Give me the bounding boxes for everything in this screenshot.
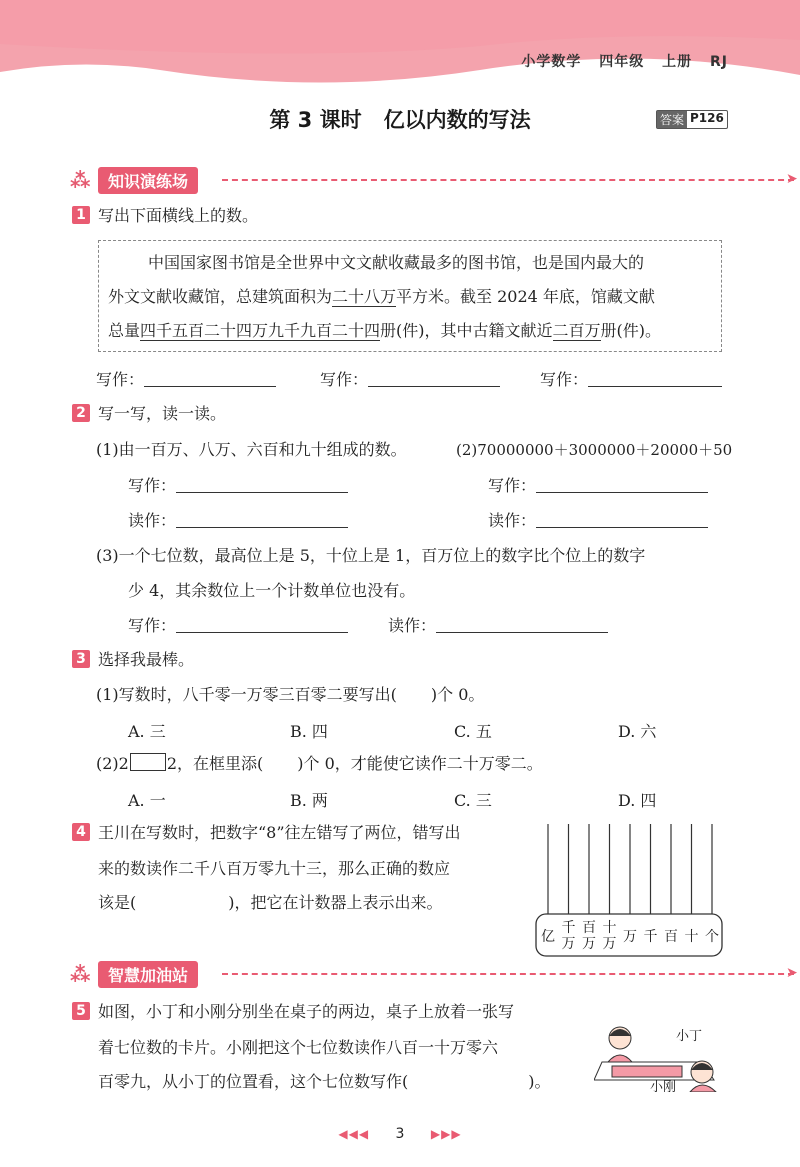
arrow-icon: ➤ — [786, 171, 798, 187]
q2-3-write: 写作： — [128, 616, 348, 636]
q1-underline-2: 四千五百二十四万九千九百二十四 — [140, 321, 381, 340]
q3-2-option-d[interactable]: D. 四 — [618, 791, 657, 810]
q1-line2: 外文文献收藏馆，总建筑面积为二十八万平方米。截至 2024 年底，馆藏文献 — [108, 287, 655, 306]
footer — [0, 1126, 800, 1142]
q2-2-read: 读作： — [488, 511, 708, 531]
answer-blank[interactable] — [368, 386, 500, 387]
abacus-place-label: 十 — [684, 929, 699, 945]
abacus-place-label: 万 — [623, 929, 637, 945]
lesson-title: 亿以内数的写法 — [383, 108, 531, 132]
q3-1-option-b[interactable]: B. 四 — [290, 722, 328, 741]
header-band — [0, 0, 800, 90]
table-illustration — [594, 1022, 726, 1092]
q1-line3: 总量四千五百二十四万九千九百二十四册(件)，其中古籍文献近二百万册(件)。 — [108, 321, 662, 340]
section-practice — [70, 166, 798, 194]
abacus-place-label: 万 — [582, 936, 596, 952]
q2-sub1: (1)由一百万、八万、六百和九十组成的数。 — [96, 440, 407, 459]
edition: RJ — [710, 54, 728, 70]
q3-prompt: 3 选择我最棒。 — [72, 650, 194, 670]
abacus-place-label: 亿 — [541, 929, 555, 945]
q1-underline-1: 二十八万 — [332, 287, 397, 306]
q3-1-option-d[interactable]: D. 六 — [618, 722, 657, 741]
abacus-place-label: 个 — [705, 929, 719, 945]
answer-page: P126 — [690, 111, 724, 125]
section-icon: ⁂ — [70, 962, 91, 986]
answer-blank[interactable] — [536, 492, 708, 493]
header-meta — [509, 51, 728, 71]
left-arrows-icon: ◀◀◀ — [338, 1127, 370, 1141]
q3-sub1: (1)写数时，八千零一万零三百零二要写出( )个 0。 — [96, 685, 485, 704]
grade: 四年级 — [599, 54, 645, 70]
q3-1-option-c[interactable]: C. 五 — [454, 722, 492, 741]
section-boost — [70, 960, 798, 988]
q5-line2: 着七位数的卡片。小刚把这个七位数读作八百一十万零六 — [98, 1038, 499, 1057]
answer-blank[interactable] — [176, 492, 348, 493]
abacus-place-label: 百 — [664, 929, 678, 945]
volume: 上册 — [662, 54, 693, 70]
abacus-place-label: 万 — [602, 936, 617, 952]
page-number: 3 — [395, 1126, 405, 1142]
q5-line1: 5 如图，小丁和小刚分别坐在桌子的两边，桌子上放着一张写 — [72, 1002, 514, 1022]
right-arrows-icon: ▶▶▶ — [430, 1127, 462, 1141]
q2-sub2: (2)70000000＋3000000＋20000＋50 — [456, 441, 733, 459]
answer-blank[interactable] — [436, 632, 608, 633]
digit-box[interactable] — [130, 753, 166, 771]
lesson-label: 第 3 课时 — [269, 108, 362, 132]
subject: 小学数学 — [521, 54, 582, 70]
q3-2-option-b[interactable]: B. 两 — [290, 791, 328, 810]
abacus-place-label: 百 — [582, 920, 596, 936]
arrow-icon: ➤ — [786, 965, 798, 981]
name-xiaoding: 小丁 — [676, 1029, 703, 1044]
q3-1-option-a[interactable]: A. 三 — [128, 722, 166, 741]
q3-2-option-c[interactable]: C. 三 — [454, 791, 492, 810]
dash-line — [222, 179, 794, 181]
q2-1-write: 写作： — [128, 476, 348, 496]
q3-2-option-a[interactable]: A. 一 — [128, 791, 166, 810]
answer-blank[interactable] — [176, 632, 348, 633]
abacus-place-label: 千 — [643, 929, 658, 945]
q4-line3: 该是( )，把它在计数器上表示出来。 — [98, 893, 443, 912]
q4-number: 4 — [72, 823, 90, 841]
q2-prompt: 2 写一写，读一读。 — [72, 404, 226, 424]
q5-number: 5 — [72, 1002, 90, 1020]
q4-line2: 来的数读作二千八百万零九十三，那么正确的数应 — [98, 859, 451, 878]
q3-sub2: (2)2 2，在框里添( )个 0，才能使它读作二十万零二。 — [96, 754, 543, 773]
q1-answer-1: 写作： — [96, 370, 276, 390]
q3-number: 3 — [72, 650, 90, 668]
dash-line — [222, 973, 794, 975]
q2-sub3-line1: (3)一个七位数，最高位上是 5，十位上是 1，百万位上的数字比个位上的数字 — [96, 546, 646, 565]
answer-tag — [656, 110, 728, 129]
q2-sub3-line2: 少 4，其余数位上一个计数单位也没有。 — [128, 581, 416, 600]
answer-blank[interactable] — [588, 386, 722, 387]
q4-line1: 4 王川在写数时，把数字“8”往左错写了两位，错写出 — [72, 823, 461, 843]
q1-line1: 中国国家图书馆是全世界中文文献收藏最多的图书馆，也是国内最大的 — [148, 253, 645, 272]
q1-answer-2: 写作： — [320, 370, 500, 390]
q1-answer-3: 写作： — [540, 370, 722, 390]
q1-underline-3: 二百万 — [552, 321, 601, 340]
name-xiaogang: 小刚 — [650, 1080, 677, 1092]
q5-line3: 百零九，从小丁的位置看，这个七位数写作( )。 — [98, 1072, 551, 1091]
abacus-place-label: 千 — [561, 920, 576, 936]
q2-3-read: 读作： — [388, 616, 608, 636]
answer-blank[interactable] — [176, 527, 348, 528]
q2-1-read: 读作： — [128, 511, 348, 531]
abacus-place-label: 万 — [561, 936, 576, 952]
answer-blank[interactable] — [536, 527, 708, 528]
section-icon: ⁂ — [70, 168, 91, 192]
answer-blank[interactable] — [144, 386, 276, 387]
section-label: 智慧加油站 — [98, 961, 198, 988]
q1-number: 1 — [72, 206, 90, 224]
q1-prompt: 1 写出下面横线上的数。 — [72, 206, 258, 226]
abacus-place-label: 十 — [602, 920, 617, 936]
answer-label: 答案 — [657, 111, 687, 128]
q2-2-write: 写作： — [488, 476, 708, 496]
q2-number: 2 — [72, 404, 90, 422]
section-label: 知识演练场 — [98, 167, 198, 194]
counting-frame[interactable] — [534, 822, 724, 958]
